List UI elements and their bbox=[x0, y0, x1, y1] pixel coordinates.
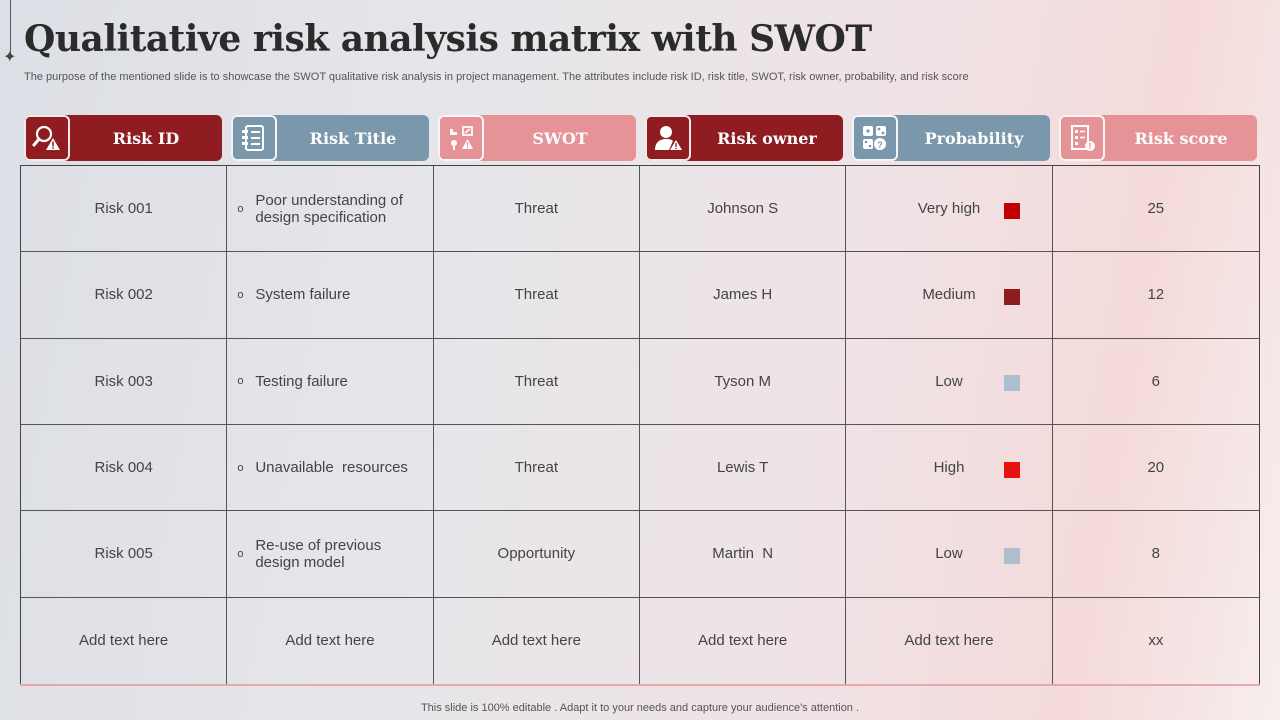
header-risk-id bbox=[24, 115, 222, 161]
risk-title-text: Unavailable resources bbox=[255, 459, 408, 477]
probability-swatch bbox=[1004, 375, 1020, 391]
table-cell-risk-owner: Add text here bbox=[640, 598, 846, 684]
header-label: Risk Title bbox=[309, 128, 397, 148]
table-header-row bbox=[24, 115, 1258, 163]
table-cell-probability bbox=[846, 252, 1052, 338]
table-cell-risk-score: 8 bbox=[1053, 511, 1259, 597]
table-cell-risk-title bbox=[227, 339, 433, 425]
bullet-icon: o bbox=[237, 202, 244, 215]
bullet-icon: o bbox=[237, 375, 244, 388]
probability-text: Medium bbox=[922, 286, 976, 304]
page-title: Qualitative risk analysis matrix with SWOT bbox=[24, 18, 872, 60]
table-cell-probability bbox=[846, 425, 1052, 511]
table-cell-risk-owner: Tyson M bbox=[640, 339, 846, 425]
table-bottom-accent bbox=[20, 684, 1260, 686]
table-cell-probability bbox=[846, 511, 1052, 597]
table-cell-risk-id: Risk 005 bbox=[21, 511, 227, 597]
table-cell-risk-owner: Johnson S bbox=[640, 166, 846, 252]
table-cell-swot: Add text here bbox=[434, 598, 640, 684]
probability-swatch bbox=[1004, 548, 1020, 564]
table-cell-risk-id: Risk 004 bbox=[21, 425, 227, 511]
table-cell-risk-score: 12 bbox=[1053, 252, 1259, 338]
header-label: SWOT bbox=[532, 128, 588, 148]
table-cell-risk-title bbox=[227, 425, 433, 511]
header-swot bbox=[438, 115, 636, 161]
checklist-warning-icon bbox=[1059, 115, 1105, 161]
risk-title-text: Testing failure bbox=[255, 372, 348, 390]
header-label: Risk score bbox=[1134, 128, 1228, 148]
table-cell-swot: Threat bbox=[434, 166, 640, 252]
probability-text: Low bbox=[935, 545, 963, 563]
svg-text:?: ? bbox=[877, 140, 883, 150]
dice-question-icon bbox=[852, 115, 898, 161]
page-subtitle: The purpose of the mentioned slide is to showcase the SWOT qualitative risk analysis in project management. The attributes include risk ID, risk title, SWOT, risk owner, probability, and risk score bbox=[24, 71, 969, 83]
header-risk-title bbox=[231, 115, 429, 161]
bullet-icon: o bbox=[237, 547, 244, 560]
table-cell-risk-score: 6 bbox=[1053, 339, 1259, 425]
table-cell-risk-score: 25 bbox=[1053, 166, 1259, 252]
probability-text: High bbox=[933, 459, 965, 477]
probability-swatch bbox=[1004, 462, 1020, 478]
risk-search-icon bbox=[24, 115, 70, 161]
swot-grid-icon bbox=[438, 115, 484, 161]
table-cell-probability bbox=[846, 166, 1052, 252]
bullet-icon: o bbox=[237, 461, 244, 474]
table-cell-risk-title bbox=[227, 511, 433, 597]
table-cell-swot: Threat bbox=[434, 425, 640, 511]
risk-matrix-table bbox=[20, 165, 1260, 685]
probability-text: Very high bbox=[917, 200, 981, 218]
table-cell-risk-title bbox=[227, 252, 433, 338]
bullet-icon: o bbox=[237, 288, 244, 301]
table-cell-risk-owner: Lewis T bbox=[640, 425, 846, 511]
risk-title-text: Poor understanding of design specification bbox=[255, 191, 403, 226]
user-warning-icon bbox=[645, 115, 691, 161]
probability-text: Low bbox=[935, 372, 963, 390]
probability-swatch bbox=[1004, 203, 1020, 219]
header-risk-owner bbox=[645, 115, 843, 161]
table-cell-risk-score: xx bbox=[1148, 632, 1164, 650]
header-label: Risk ID bbox=[112, 128, 180, 148]
table-cell-risk-owner: Martin N bbox=[640, 511, 846, 597]
table-cell-swot: Threat bbox=[434, 339, 640, 425]
risk-title-text: System failure bbox=[255, 286, 351, 304]
header-risk-score bbox=[1059, 115, 1257, 161]
table-cell-risk-id: Risk 003 bbox=[21, 339, 227, 425]
table-cell-risk-id: Add text here bbox=[21, 598, 227, 684]
footer-note: This slide is 100% editable . Adapt it to your needs and capture your audience's attention . bbox=[420, 702, 860, 714]
table-cell-probability bbox=[846, 339, 1052, 425]
header-probability bbox=[852, 115, 1050, 161]
table-cell-risk-id: Risk 002 bbox=[21, 252, 227, 338]
table-cell-risk-owner: James H bbox=[640, 252, 846, 338]
table-cell-risk-id: Risk 001 bbox=[21, 166, 227, 252]
table-cell-risk-title: Add text here bbox=[227, 598, 433, 684]
header-label: Probability bbox=[924, 128, 1024, 148]
probability-swatch bbox=[1004, 289, 1020, 305]
header-label: Risk owner bbox=[717, 128, 817, 148]
risk-title-text: Re-use of previous design model bbox=[255, 536, 382, 571]
table-cell-swot: Opportunity bbox=[434, 511, 640, 597]
document-list-icon bbox=[231, 115, 277, 161]
table-cell-probability: Add text here bbox=[846, 598, 1052, 684]
table-cell-swot: Threat bbox=[434, 252, 640, 338]
sparkle-icon: ✦ bbox=[3, 49, 17, 66]
table-cell-risk-title bbox=[227, 166, 433, 252]
table-cell-risk-score: 20 bbox=[1053, 425, 1259, 511]
